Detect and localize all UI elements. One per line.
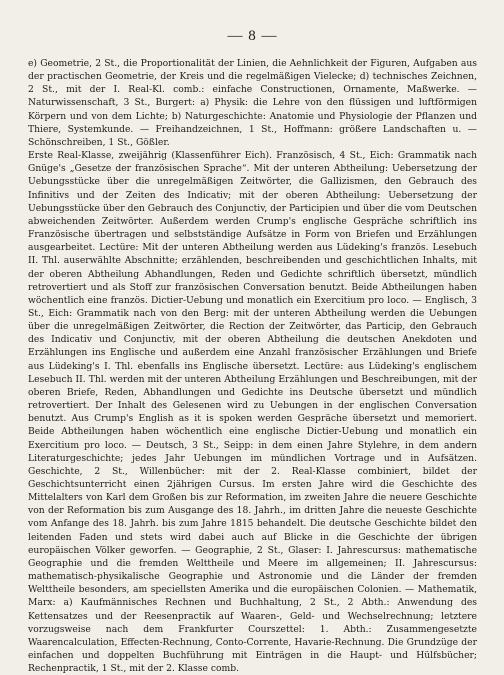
page-number: — 8 — [227,28,278,44]
paragraph: Erste Real-Klasse, zweijährig (Klassenführer Eich). Französisch, 4 St., Eich: Grammatik nach Gnüge's „Gesetze der französischen Sprache“. Mit der unteren Abtheilung: Uebersetzung der Uebungsstücke über die unregelmäßigen Zeitwörter, die Gallizismen, den Gebrauch des Infinitivs und der Zeiten des Indicativ; mit der oberen Abtheilung: Uebersetzung der Uebungsstücke über den Gebrauch des Conjunctiv, der Participien und über die vom Deutschen abweichenden Zeitwörter. Außerdem werden Crump's englische Gespräche schriftlich ins Französische übertragen und selbstständige Aufsätze in Form von Briefen und Erzählungen ausgearbeitet. Lectüre: Mit der unteren Abtheilung werden aus Lüdeking's französ. Lesebuch II. Thl. auserwählte Abschnitte; erzählenden, beschreibenden und geschichtlichen Inhalts, mit der oberen Abtheilung Abhandlungen, Reden und Gedichte schriftlich übersetzt, mündlich retrovertiert und als Stoff zur französischen Conversation benutzt. Beide Abtheilungen haben wöchentlich eine französ. Dictier-Uebung und monatlich ein Exercitium pro loco. — Englisch, 3 St., Eich: Grammatik nach von den Berg: mit der unteren Abtheilung werden die Uebungen über die unregelmäßigen Zeitwörter, die Rection der Zeitwörter, das Particip, den Gebrauch des Indicativ und Conjunctiv, mit der oberen Abtheilung die deutschen Anekdoten und Erzählungen ins Englische und außerdem eine Anzahl französischer Erzählungen und Briefe aus Lüdeking's I. Thl. ebenfalls ins Englische übersetzt. Lectüre: aus Lüdeking's englischem Lesebuch II. Thl. werden mit der unteren Abtheilung Erzählungen und Beschreibungen, mit der oberen Briefe, Reden, Abhandlungen und Gedichte ins Deutsche übersetzt und mündlich retrovertiert. Der Inhalt des Gelesenen wird zu Uebungen in der englischen Conversation benutzt. Aus Crump's English as it is spoken werden Gespräche übersetzt und memoriert. Beide Abtheilungen haben wöchentlich eine englische Dictier-Uebung und monatlich ein Exercitium pro loco. — Deutsch, 3 St., Seipp: in dem einen Jahre Stylehre, in dem andern Literaturgeschichte; jedes Jahr Uebungen im mündlichen Vortrage und in Aufsätzen. Geschichte, 2 St., Willenbücher: mit der 2. Real-Klasse combiniert, bildet der Geschichtsunterricht einen 2jährigen Cursus. Im ersten Jahre wird die Geschichte des Mittelalters von Karl dem Großen bis zur Reformation, im zweiten Jahre die neuere Geschichte von der Reformation bis zum Ausgange des 18. Jahrh., im dritten Jahre die neueste Geschichte vom Anfange des 18. Jahrh. bis zum Jahre 1815 behandelt. Die deutsche Geschichte bildet den leitenden Faden und stets wird dabei auch auf Blicke in die Geschichte der übrigen europäischen Völker geworfen. — Geographie, 2 St., Glaser: I. Jahrescursus: mathematische Geographie und die fremden Welttheile und Meere im allgemeinen; II. Jahrescursus: mathematisch-physikalische Geographie und Astronomie und die Länder der fremden Welttheile besonders, am speciellsten Amerika und die europäischen Colonien. — Mathematik, Marx: a) Kaufmännisches Rechnen und Buchhaltung, 2 St., 2 Abth.: Anwendung des Kettensatzes und der Reesenpractik auf Waaren-, Geld- und Wechselrechnung; letztere vorzugsweise nach dem Frankfurter Courszettel: 1. Abth.: Zusammengesetzte Waarencalculation, Effecten-Rechnung, Conto-Corrente, Havarie-Rechnung. Die Grundzüge der einfachen und doppelten Buchführung mit Einträgen in die Haupt- und Hülfsbücher; Rechenpractik, 1 St., mit der 2. Klasse comb. [28,150,477,675]
body-text [28,57,477,675]
paragraph: e) Geometrie, 2 St., die Proportionalität der Linien, die Aehnlichkeit der Figuren, Aufgaben aus der practischen Geometrie, der Kreis und die regelmäßigen Vielecke; d) technisches Zeichnen, 2 St., mit der I. Real-Kl. comb.: einfache Constructionen, Ornamente, Maßwerke. — Naturwissenschaft, 3 St., Burgert: a) Physik: die Lehre von den flüssigen und luftförmigen Körpern und von dem Lichte; b) Naturgeschichte: Anatomie und Physiologie der Pflanzen und Thiere, Systemkunde. — Freihandzeichnen, 1 St., Hoffmann: größere Landschaften u. — Schönschreiben, 1 St., Gößler. [28,58,477,148]
